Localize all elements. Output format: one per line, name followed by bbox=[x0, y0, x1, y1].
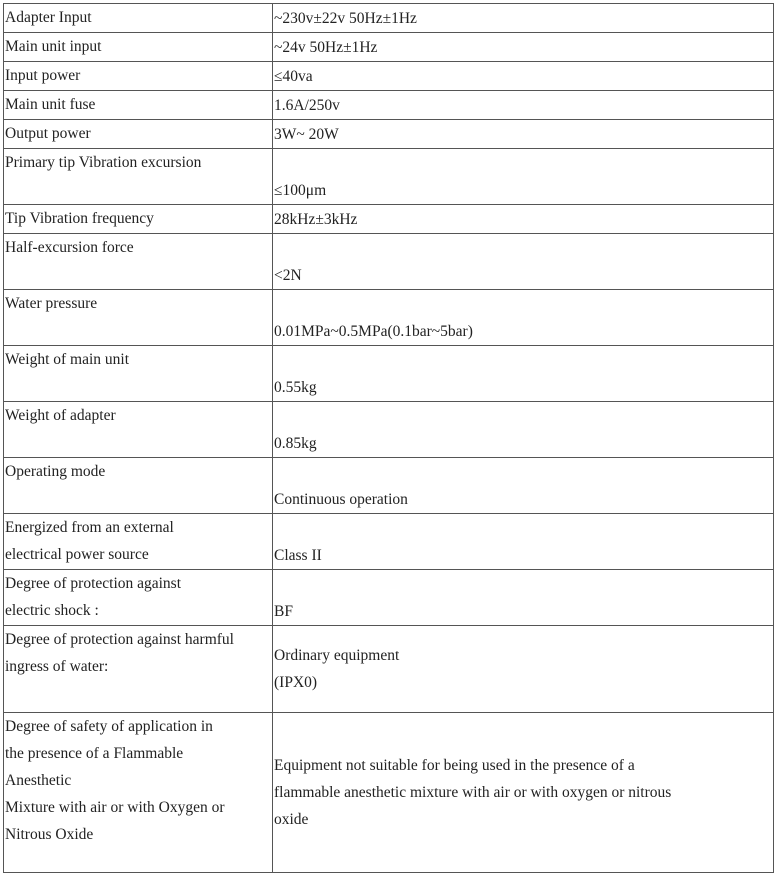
spec-label-text: Main unit input bbox=[5, 38, 102, 55]
spec-value-cell bbox=[273, 205, 774, 234]
spec-value-text: ≤40va bbox=[274, 68, 313, 85]
spec-row bbox=[4, 33, 774, 62]
spec-row bbox=[4, 62, 774, 91]
spec-value-cell bbox=[273, 120, 774, 149]
spec-label-text: electric shock : bbox=[5, 602, 99, 619]
spec-value-cell bbox=[273, 290, 774, 346]
spec-label-text: Adapter Input bbox=[5, 9, 92, 26]
spec-value-cell bbox=[273, 570, 774, 626]
spec-label-text: electrical power source bbox=[5, 546, 149, 563]
spec-label-cell bbox=[4, 514, 273, 570]
spec-label-text: Water pressure bbox=[5, 295, 98, 312]
spec-value-text: ~230v±22v 50Hz±1Hz bbox=[274, 10, 417, 27]
spec-row bbox=[4, 713, 774, 873]
spec-value-cell bbox=[273, 514, 774, 570]
spec-value-cell bbox=[273, 346, 774, 402]
spec-value-cell bbox=[273, 458, 774, 514]
spec-value-text: oxide bbox=[274, 811, 309, 828]
spec-value-text: 0.85kg bbox=[274, 435, 317, 452]
spec-value-cell bbox=[273, 626, 774, 713]
spec-value-text: 28kHz±3kHz bbox=[274, 211, 358, 228]
spec-value-text: Equipment not suitable for being used in the presence of a bbox=[274, 757, 635, 774]
spec-label-cell bbox=[4, 33, 273, 62]
spec-row bbox=[4, 91, 774, 120]
spec-value-cell bbox=[273, 234, 774, 290]
spec-row bbox=[4, 514, 774, 570]
spec-label-cell bbox=[4, 205, 273, 234]
spec-row bbox=[4, 149, 774, 205]
spec-row bbox=[4, 346, 774, 402]
spec-label-text: Half-excursion force bbox=[5, 239, 134, 256]
spec-row bbox=[4, 290, 774, 346]
spec-value-text: 0.55kg bbox=[274, 379, 317, 396]
spec-label-cell bbox=[4, 149, 273, 205]
spec-label-cell bbox=[4, 91, 273, 120]
spec-label-text: Degree of protection against bbox=[5, 575, 182, 592]
spec-label-text: Degree of safety of application in bbox=[5, 718, 213, 735]
spec-label-text: Tip Vibration frequency bbox=[5, 210, 154, 227]
spec-row bbox=[4, 234, 774, 290]
spec-label-text: Input power bbox=[5, 67, 81, 84]
specification-table-body bbox=[4, 4, 774, 873]
spec-label-cell bbox=[4, 402, 273, 458]
spec-row bbox=[4, 570, 774, 626]
spec-label-cell bbox=[4, 570, 273, 626]
spec-label-text: Weight of main unit bbox=[5, 351, 130, 368]
spec-label-cell bbox=[4, 4, 273, 33]
spec-label-text: Nitrous Oxide bbox=[5, 826, 94, 843]
spec-value-text: 1.6A/250v bbox=[274, 97, 340, 114]
spec-value-text: <2N bbox=[274, 267, 302, 284]
spec-value-text: ~24v 50Hz±1Hz bbox=[274, 39, 378, 56]
spec-value-text: Continuous operation bbox=[274, 491, 408, 508]
spec-value-text: Class II bbox=[274, 547, 322, 564]
spec-label-cell bbox=[4, 346, 273, 402]
spec-label-text: Operating mode bbox=[5, 463, 106, 480]
spec-label-cell bbox=[4, 626, 273, 713]
spec-row bbox=[4, 458, 774, 514]
spec-value-cell bbox=[273, 62, 774, 91]
spec-label-cell bbox=[4, 62, 273, 91]
spec-value-text: Ordinary equipment bbox=[274, 647, 400, 664]
spec-row bbox=[4, 120, 774, 149]
spec-label-text: Output power bbox=[5, 125, 91, 142]
spec-label-cell bbox=[4, 290, 273, 346]
spec-value-cell bbox=[273, 4, 774, 33]
spec-value-cell bbox=[273, 91, 774, 120]
spec-label-text: Primary tip Vibration excursion bbox=[5, 154, 202, 171]
spec-label-cell bbox=[4, 234, 273, 290]
spec-value-cell bbox=[273, 402, 774, 458]
spec-row bbox=[4, 626, 774, 713]
spec-label-cell bbox=[4, 120, 273, 149]
spec-label-text: Mixture with air or with Oxygen or bbox=[5, 799, 225, 816]
spec-value-text: 0.01MPa~0.5MPa(0.1bar~5bar) bbox=[274, 323, 473, 340]
spec-label-text: Main unit fuse bbox=[5, 96, 96, 113]
spec-value-cell bbox=[273, 33, 774, 62]
spec-row bbox=[4, 4, 774, 33]
spec-value-text: flammable anesthetic mixture with air or with oxygen or nitrous bbox=[274, 784, 672, 801]
spec-label-cell bbox=[4, 458, 273, 514]
spec-value-text: BF bbox=[274, 603, 293, 620]
spec-label-text: Weight of adapter bbox=[5, 407, 116, 424]
spec-label-text: Degree of protection against harmful bbox=[5, 631, 234, 648]
spec-label-text: the presence of a Flammable bbox=[5, 745, 184, 762]
spec-row bbox=[4, 402, 774, 458]
spec-value-cell bbox=[273, 713, 774, 873]
spec-label-text: Energized from an external bbox=[5, 519, 174, 536]
spec-label-text: Anesthetic bbox=[5, 772, 72, 789]
specification-table bbox=[3, 3, 774, 873]
spec-label-cell bbox=[4, 713, 273, 873]
spec-value-text: ≤100μm bbox=[274, 182, 327, 199]
spec-label-text: ingress of water: bbox=[5, 658, 109, 675]
spec-value-text: 3W~ 20W bbox=[274, 126, 339, 143]
spec-row bbox=[4, 205, 774, 234]
spec-value-cell bbox=[273, 149, 774, 205]
spec-value-text: (IPX0) bbox=[274, 674, 318, 691]
